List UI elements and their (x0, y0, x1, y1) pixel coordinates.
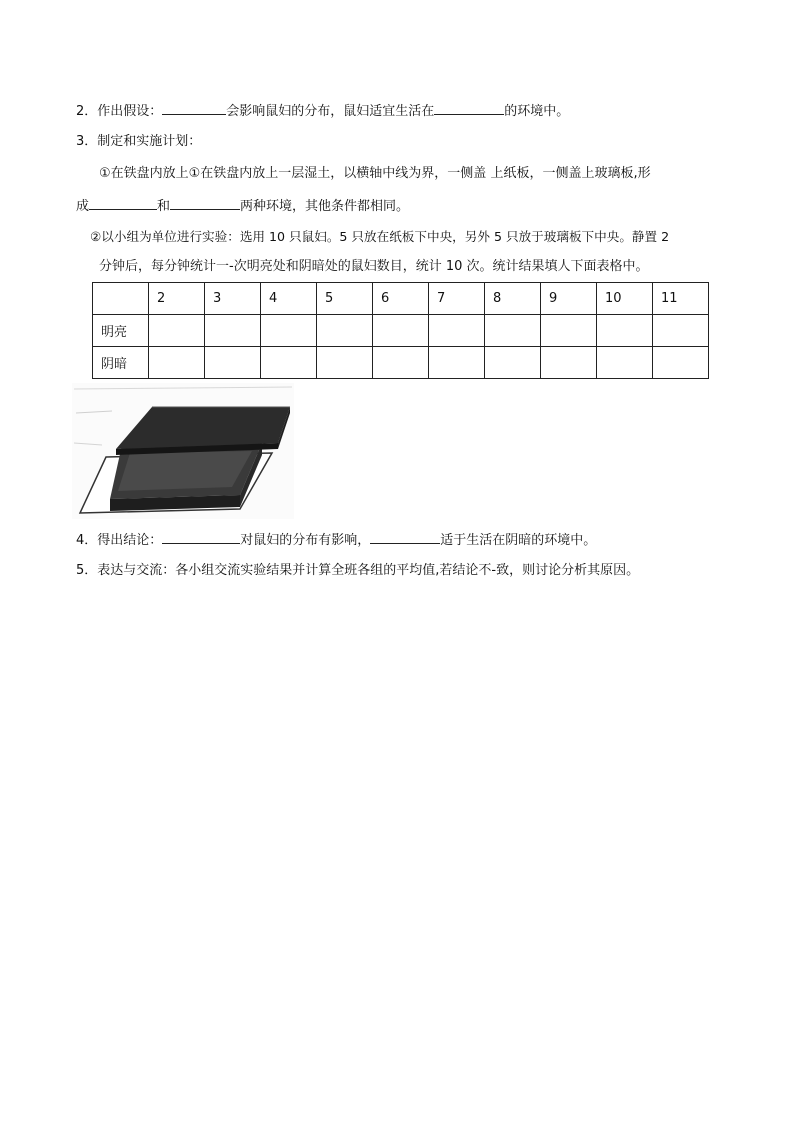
q4-middle: 对鼠妇的分布有影响， (240, 533, 371, 548)
table-header-cell: 9 (541, 283, 597, 315)
q4-suffix: 适于生活在阴暗的环境中。 (440, 533, 597, 548)
table-cell[interactable] (429, 347, 485, 379)
table-header-row (93, 283, 709, 315)
step-1-suffix: 两种环境，其他条件都相同。 (240, 199, 410, 214)
table-cell[interactable] (261, 347, 317, 379)
table-cell[interactable] (373, 347, 429, 379)
table-cell[interactable] (485, 315, 541, 347)
table-cell[interactable] (653, 347, 709, 379)
table-cell[interactable] (205, 347, 261, 379)
experiment-tray-illustration (72, 383, 294, 519)
table-row-bright (93, 315, 709, 347)
table-cell[interactable] (541, 347, 597, 379)
table-cell[interactable] (317, 315, 373, 347)
question-4 (76, 530, 596, 550)
table-row-dark (93, 347, 709, 379)
table-cell[interactable] (149, 347, 205, 379)
q2-suffix: 的环境中。 (504, 104, 570, 119)
table-header-cell: 11 (653, 283, 709, 315)
table-header-cell: 6 (373, 283, 429, 315)
table-header-cell (93, 283, 149, 315)
step-1-line-1: ①在铁盘内放上①在铁盘内放上一层湿土，以横轴中线为界，一侧盖 上纸板，一侧盖上玻璃板,形 (99, 166, 651, 181)
table-header-cell: 5 (317, 283, 373, 315)
table-cell[interactable] (541, 315, 597, 347)
table-cell[interactable] (205, 315, 261, 347)
step-1-prefix: 成 (76, 199, 90, 214)
answer-blank[interactable] (89, 196, 157, 210)
table-cell[interactable] (261, 315, 317, 347)
row-label-bright: 明亮 (93, 315, 149, 347)
answer-blank[interactable] (162, 530, 240, 544)
q4-prefix: 4．得出结论： (76, 533, 163, 548)
table-cell[interactable] (149, 315, 205, 347)
table-cell[interactable] (597, 315, 653, 347)
table-cell[interactable] (429, 315, 485, 347)
table-cell[interactable] (373, 315, 429, 347)
answer-blank[interactable] (370, 530, 440, 544)
table-cell[interactable] (653, 315, 709, 347)
table-header-cell: 7 (429, 283, 485, 315)
table-cell[interactable] (485, 347, 541, 379)
table-header-cell: 2 (149, 283, 205, 315)
row-label-dark: 阴暗 (93, 347, 149, 379)
question-5: 5．表达与交流：各小组交流实验结果并计算全班各组的平均值,若结论不-致，则讨论分析其原因。 (76, 563, 640, 578)
results-table (92, 282, 709, 379)
table-cell[interactable] (317, 347, 373, 379)
table-header-cell: 8 (485, 283, 541, 315)
table-header-cell: 3 (205, 283, 261, 315)
step-2-line-1: ②以小组为单位进行实验：选用 10 只鼠妇。5 只放在纸板下中央，另外 5 只放于玻璃板下中央。静置 2 (90, 229, 670, 244)
answer-blank[interactable] (170, 196, 240, 210)
step-1-middle: 和 (157, 199, 171, 214)
step-2-line-2: 分钟后，每分钟统计一-次明亮处和阴暗处的鼠妇数目，统计 10 次。统计结果填人下面表格中。 (99, 259, 649, 274)
question-3-heading: 3．制定和实施计划： (76, 134, 202, 149)
table-header-cell: 4 (261, 283, 317, 315)
table-cell[interactable] (597, 347, 653, 379)
step-1-line-2 (76, 196, 409, 216)
q2-prefix: 2．作出假设： (76, 104, 163, 119)
question-2 (76, 101, 569, 121)
answer-blank[interactable] (434, 101, 504, 115)
table-header-cell: 10 (597, 283, 653, 315)
answer-blank[interactable] (162, 101, 226, 115)
q2-middle: 会影响鼠妇的分布，鼠妇适宜生活在 (226, 104, 435, 119)
